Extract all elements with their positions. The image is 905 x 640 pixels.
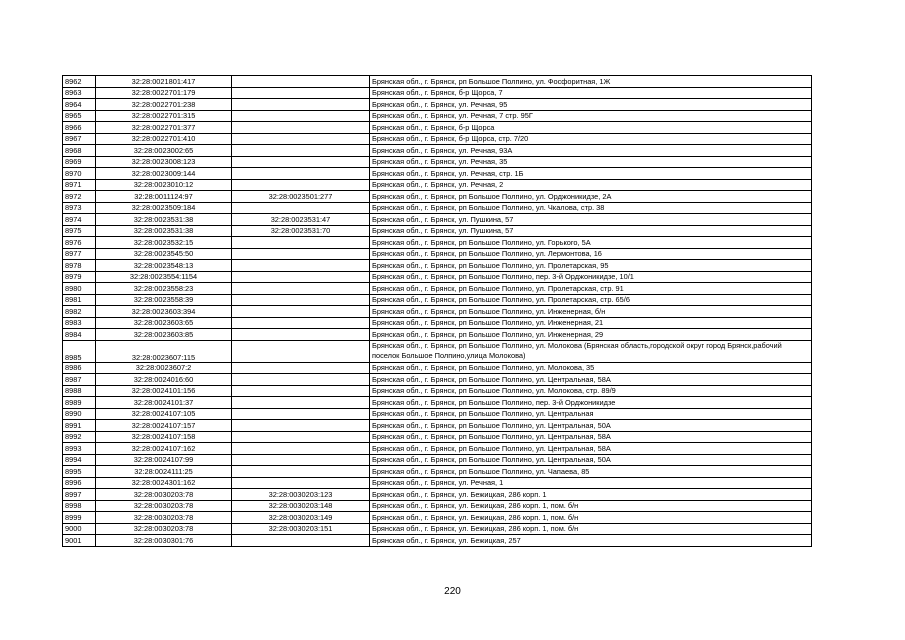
row-number-cell: 8995 <box>63 466 96 478</box>
address-cell: Брянская обл., г. Брянск, рп Большое Полпино, ул. Горького, 5А <box>370 237 812 249</box>
address-cell: Брянская обл., г. Брянск, рп Большое Полпино, ул. Пролетарская, стр. 65/6 <box>370 294 812 306</box>
related-cadastral-number-cell <box>232 76 370 88</box>
address-cell: Брянская обл., г. Брянск, рп Большое Полпино, пер. 3-й Орджоникидзе <box>370 397 812 409</box>
cadastral-number-cell: 32:28:0023509:184 <box>96 202 232 214</box>
address-cell: Брянская обл., г. Брянск, рп Большое Полпино, пер. 3-й Орджоникидзе, 10/1 <box>370 271 812 283</box>
related-cadastral-number-cell: 32:28:0030203:151 <box>232 523 370 535</box>
related-cadastral-number-cell <box>232 420 370 432</box>
table-row <box>63 191 812 203</box>
related-cadastral-number-cell <box>232 397 370 409</box>
related-cadastral-number-cell <box>232 385 370 397</box>
table-row <box>63 466 812 478</box>
address-cell: Брянская обл., г. Брянск, рп Большое Полпино, ул. Инженерная, 21 <box>370 317 812 329</box>
related-cadastral-number-cell: 32:28:0023501:277 <box>232 191 370 203</box>
cadastral-number-cell: 32:28:0011124:97 <box>96 191 232 203</box>
related-cadastral-number-cell <box>232 202 370 214</box>
table-row <box>63 87 812 99</box>
row-number-cell: 8982 <box>63 306 96 318</box>
cadastral-number-cell: 32:28:0024301:162 <box>96 477 232 489</box>
related-cadastral-number-cell <box>232 306 370 318</box>
related-cadastral-number-cell <box>232 271 370 283</box>
cadastral-number-cell: 32:28:0023607:115 <box>96 340 232 362</box>
row-number-cell: 8969 <box>63 156 96 168</box>
cadastral-number-cell: 32:28:0030203:78 <box>96 512 232 524</box>
cadastral-number-cell: 32:28:0023548:13 <box>96 260 232 272</box>
row-number-cell: 8973 <box>63 202 96 214</box>
table-row <box>63 340 812 362</box>
related-cadastral-number-cell <box>232 168 370 180</box>
row-number-cell: 8978 <box>63 260 96 272</box>
cadastral-number-cell: 32:28:0023603:85 <box>96 329 232 341</box>
row-number-cell: 8998 <box>63 500 96 512</box>
address-cell: Брянская обл., г. Брянск, ул. Речная, 35 <box>370 156 812 168</box>
cadastral-number-cell: 32:28:0023009:144 <box>96 168 232 180</box>
row-number-cell: 8972 <box>63 191 96 203</box>
related-cadastral-number-cell <box>232 431 370 443</box>
related-cadastral-number-cell <box>232 408 370 420</box>
row-number-cell: 8986 <box>63 362 96 374</box>
cadastral-number-cell: 32:28:0030203:78 <box>96 489 232 501</box>
table-row <box>63 500 812 512</box>
address-cell: Брянская обл., г. Брянск, рп Большое Полпино, ул. Чкалова, стр. 38 <box>370 202 812 214</box>
related-cadastral-number-cell <box>232 477 370 489</box>
row-number-cell: 8976 <box>63 237 96 249</box>
row-number-cell: 8962 <box>63 76 96 88</box>
table-row <box>63 260 812 272</box>
cadastral-number-cell: 32:28:0023010:12 <box>96 179 232 191</box>
cadastral-number-cell: 32:28:0023531:38 <box>96 214 232 226</box>
cadastral-number-cell: 32:28:0022701:315 <box>96 110 232 122</box>
row-number-cell: 8979 <box>63 271 96 283</box>
cadastral-number-cell: 32:28:0024107:162 <box>96 443 232 455</box>
related-cadastral-number-cell <box>232 466 370 478</box>
row-number-cell: 8966 <box>63 122 96 134</box>
address-cell: Брянская обл., г. Брянск, рп Большое Полпино, ул. Молокова, стр. 89/9 <box>370 385 812 397</box>
table-row <box>63 110 812 122</box>
cadastral-number-cell: 32:28:0024107:157 <box>96 420 232 432</box>
table-row <box>63 179 812 191</box>
cadastral-number-cell: 32:28:0024016:60 <box>96 374 232 386</box>
address-cell: Брянская обл., г. Брянск, рп Большое Полпино, ул. Центральная, 50А <box>370 454 812 466</box>
cadastral-number-cell: 32:28:0023603:394 <box>96 306 232 318</box>
table-row <box>63 76 812 88</box>
row-number-cell: 8971 <box>63 179 96 191</box>
row-number-cell: 8999 <box>63 512 96 524</box>
cadastral-number-cell: 32:28:0023554:1154 <box>96 271 232 283</box>
related-cadastral-number-cell <box>232 133 370 145</box>
row-number-cell: 8994 <box>63 454 96 466</box>
table-row <box>63 156 812 168</box>
related-cadastral-number-cell <box>232 145 370 157</box>
row-number-cell: 8990 <box>63 408 96 420</box>
cadastral-number-cell: 32:28:0024111:25 <box>96 466 232 478</box>
row-number-cell: 8996 <box>63 477 96 489</box>
table-row <box>63 283 812 295</box>
row-number-cell: 8984 <box>63 329 96 341</box>
related-cadastral-number-cell <box>232 237 370 249</box>
row-number-cell: 8981 <box>63 294 96 306</box>
table-row <box>63 306 812 318</box>
row-number-cell: 8980 <box>63 283 96 295</box>
cadastral-number-cell: 32:28:0023558:39 <box>96 294 232 306</box>
related-cadastral-number-cell <box>232 535 370 547</box>
address-cell: Брянская обл., г. Брянск, ул. Бежицкая, 286 корп. 1, пом. б/н <box>370 523 812 535</box>
address-cell: Брянская обл., г. Брянск, рп Большое Полпино, ул. Центральная, 58А <box>370 374 812 386</box>
related-cadastral-number-cell: 32:28:0030203:149 <box>232 512 370 524</box>
table-row <box>63 133 812 145</box>
row-number-cell: 8967 <box>63 133 96 145</box>
address-cell: Брянская обл., г. Брянск, рп Большое Полпино, ул. Центральная, 50А <box>370 420 812 432</box>
row-number-cell: 8987 <box>63 374 96 386</box>
table-row <box>63 145 812 157</box>
table-row <box>63 523 812 535</box>
cadastral-number-cell: 32:28:0030203:78 <box>96 523 232 535</box>
address-cell: Брянская обл., г. Брянск, ул. Бежицкая, 286 корп. 1 <box>370 489 812 501</box>
table-row <box>63 248 812 260</box>
cadastral-number-cell: 32:28:0023532:15 <box>96 237 232 249</box>
related-cadastral-number-cell: 32:28:0023531:47 <box>232 214 370 226</box>
address-cell: Брянская обл., г. Брянск, рп Большое Полпино, ул. Пролетарская, стр. 91 <box>370 283 812 295</box>
cadastral-number-cell: 32:28:0023545:50 <box>96 248 232 260</box>
table-row <box>63 374 812 386</box>
cadastral-number-cell: 32:28:0022701:410 <box>96 133 232 145</box>
table-row <box>63 294 812 306</box>
related-cadastral-number-cell <box>232 317 370 329</box>
row-number-cell: 8989 <box>63 397 96 409</box>
address-cell: Брянская обл., г. Брянск, рп Большое Полпино, ул. Пролетарская, 95 <box>370 260 812 272</box>
cadastral-number-cell: 32:28:0023603:65 <box>96 317 232 329</box>
table-row <box>63 271 812 283</box>
address-cell: Брянская обл., г. Брянск, б-р Щорса <box>370 122 812 134</box>
related-cadastral-number-cell: 32:28:0030203:123 <box>232 489 370 501</box>
row-number-cell: 8997 <box>63 489 96 501</box>
related-cadastral-number-cell <box>232 374 370 386</box>
address-cell: Брянская обл., г. Брянск, рп Большое Полпино, ул. Лермонтова, 16 <box>370 248 812 260</box>
related-cadastral-number-cell: 32:28:0030203:148 <box>232 500 370 512</box>
address-cell: Брянская обл., г. Брянск, ул. Бежицкая, 286 корп. 1, пом. б/н <box>370 512 812 524</box>
cadastral-number-cell: 32:28:0024107:105 <box>96 408 232 420</box>
table-row <box>63 443 812 455</box>
cadastral-number-cell: 32:28:0022701:179 <box>96 87 232 99</box>
cadastral-number-cell: 32:28:0022701:238 <box>96 99 232 111</box>
related-cadastral-number-cell <box>232 110 370 122</box>
table-row <box>63 317 812 329</box>
address-cell: Брянская обл., г. Брянск, рп Большое Полпино, ул. Чапаева, 85 <box>370 466 812 478</box>
related-cadastral-number-cell <box>232 248 370 260</box>
table-row <box>63 122 812 134</box>
related-cadastral-number-cell: 32:28:0023531:70 <box>232 225 370 237</box>
address-cell: Брянская обл., г. Брянск, рп Большое Полпино, ул. Центральная, 58А <box>370 431 812 443</box>
address-cell: Брянская обл., г. Брянск, рп Большое Полпино, ул. Центральная, 58А <box>370 443 812 455</box>
related-cadastral-number-cell <box>232 329 370 341</box>
address-cell: Брянская обл., г. Брянск, ул. Речная, 7 стр. 95Г <box>370 110 812 122</box>
row-number-cell: 8963 <box>63 87 96 99</box>
row-number-cell: 8974 <box>63 214 96 226</box>
related-cadastral-number-cell <box>232 443 370 455</box>
row-number-cell: 8965 <box>63 110 96 122</box>
cadastral-number-cell: 32:28:0030301:76 <box>96 535 232 547</box>
table-row <box>63 512 812 524</box>
cadastral-number-cell: 32:28:0030203:78 <box>96 500 232 512</box>
registry-table-body <box>63 76 812 547</box>
address-cell: Брянская обл., г. Брянск, ул. Пушкина, 57 <box>370 214 812 226</box>
related-cadastral-number-cell <box>232 340 370 362</box>
cadastral-number-cell: 32:28:0023531:38 <box>96 225 232 237</box>
related-cadastral-number-cell <box>232 122 370 134</box>
row-number-cell: 8977 <box>63 248 96 260</box>
row-number-cell: 8993 <box>63 443 96 455</box>
cadastral-number-cell: 32:28:0023558:23 <box>96 283 232 295</box>
address-cell: Брянская обл., г. Брянск, рп Большое Полпино, ул. Инженерная, 29 <box>370 329 812 341</box>
table-row <box>63 420 812 432</box>
address-cell: Брянская обл., г. Брянск, ул. Речная, 93А <box>370 145 812 157</box>
address-cell: Брянская обл., г. Брянск, ул. Бежицкая, 286 корп. 1, пом. б/н <box>370 500 812 512</box>
table-row <box>63 225 812 237</box>
row-number-cell: 8985 <box>63 340 96 362</box>
related-cadastral-number-cell <box>232 87 370 99</box>
address-cell: Брянская обл., г. Брянск, рп Большое Полпино, ул. Инженерная, б/н <box>370 306 812 318</box>
address-cell: Брянская обл., г. Брянск, рп Большое Полпино, ул. Молокова (Брянская область,городской округ город Брянск,рабочий поселок Большое Полпино,улица Молокова) <box>370 340 812 362</box>
registry-table <box>62 75 812 547</box>
table-row <box>63 431 812 443</box>
related-cadastral-number-cell <box>232 454 370 466</box>
address-cell: Брянская обл., г. Брянск, б-р Щорса, стр. 7/20 <box>370 133 812 145</box>
related-cadastral-number-cell <box>232 179 370 191</box>
table-row <box>63 202 812 214</box>
table-row <box>63 477 812 489</box>
table-row <box>63 237 812 249</box>
table-row <box>63 408 812 420</box>
row-number-cell: 8968 <box>63 145 96 157</box>
cadastral-number-cell: 32:28:0024107:99 <box>96 454 232 466</box>
table-row <box>63 454 812 466</box>
row-number-cell: 8970 <box>63 168 96 180</box>
related-cadastral-number-cell <box>232 283 370 295</box>
cadastral-number-cell: 32:28:0022701:377 <box>96 122 232 134</box>
related-cadastral-number-cell <box>232 260 370 272</box>
address-cell: Брянская обл., г. Брянск, б-р Щорса, 7 <box>370 87 812 99</box>
address-cell: Брянская обл., г. Брянск, ул. Речная, 95 <box>370 99 812 111</box>
row-number-cell: 8983 <box>63 317 96 329</box>
related-cadastral-number-cell <box>232 294 370 306</box>
page-number: 220 <box>444 586 461 597</box>
related-cadastral-number-cell <box>232 362 370 374</box>
table-row <box>63 397 812 409</box>
row-number-cell: 8988 <box>63 385 96 397</box>
address-cell: Брянская обл., г. Брянск, ул. Пушкина, 57 <box>370 225 812 237</box>
address-cell: Брянская обл., г. Брянск, ул. Бежицкая, 257 <box>370 535 812 547</box>
row-number-cell: 9000 <box>63 523 96 535</box>
row-number-cell: 8975 <box>63 225 96 237</box>
cadastral-number-cell: 32:28:0024107:158 <box>96 431 232 443</box>
table-row <box>63 489 812 501</box>
table-row <box>63 385 812 397</box>
row-number-cell: 8991 <box>63 420 96 432</box>
cadastral-number-cell: 32:28:0024101:156 <box>96 385 232 397</box>
table-row <box>63 329 812 341</box>
table-row <box>63 99 812 111</box>
cadastral-number-cell: 32:28:0023008:123 <box>96 156 232 168</box>
table-row <box>63 214 812 226</box>
related-cadastral-number-cell <box>232 156 370 168</box>
cadastral-number-cell: 32:28:0021801:417 <box>96 76 232 88</box>
address-cell: Брянская обл., г. Брянск, рп Большое Полпино, ул. Орджоникидзе, 2А <box>370 191 812 203</box>
address-cell: Брянская обл., г. Брянск, рп Большое Полпино, ул. Фосфоритная, 1Ж <box>370 76 812 88</box>
row-number-cell: 9001 <box>63 535 96 547</box>
address-cell: Брянская обл., г. Брянск, рп Большое Полпино, ул. Центральная <box>370 408 812 420</box>
address-cell: Брянская обл., г. Брянск, ул. Речная, стр. 1Б <box>370 168 812 180</box>
table-row <box>63 535 812 547</box>
cadastral-number-cell: 32:28:0023002:65 <box>96 145 232 157</box>
table-row <box>63 168 812 180</box>
address-cell: Брянская обл., г. Брянск, ул. Речная, 2 <box>370 179 812 191</box>
cadastral-number-cell: 32:28:0024101:37 <box>96 397 232 409</box>
related-cadastral-number-cell <box>232 99 370 111</box>
table-row <box>63 362 812 374</box>
row-number-cell: 8964 <box>63 99 96 111</box>
cadastral-number-cell: 32:28:0023607:2 <box>96 362 232 374</box>
address-cell: Брянская обл., г. Брянск, ул. Речная, 1 <box>370 477 812 489</box>
address-cell: Брянская обл., г. Брянск, рп Большое Полпино, ул. Молокова, 35 <box>370 362 812 374</box>
row-number-cell: 8992 <box>63 431 96 443</box>
